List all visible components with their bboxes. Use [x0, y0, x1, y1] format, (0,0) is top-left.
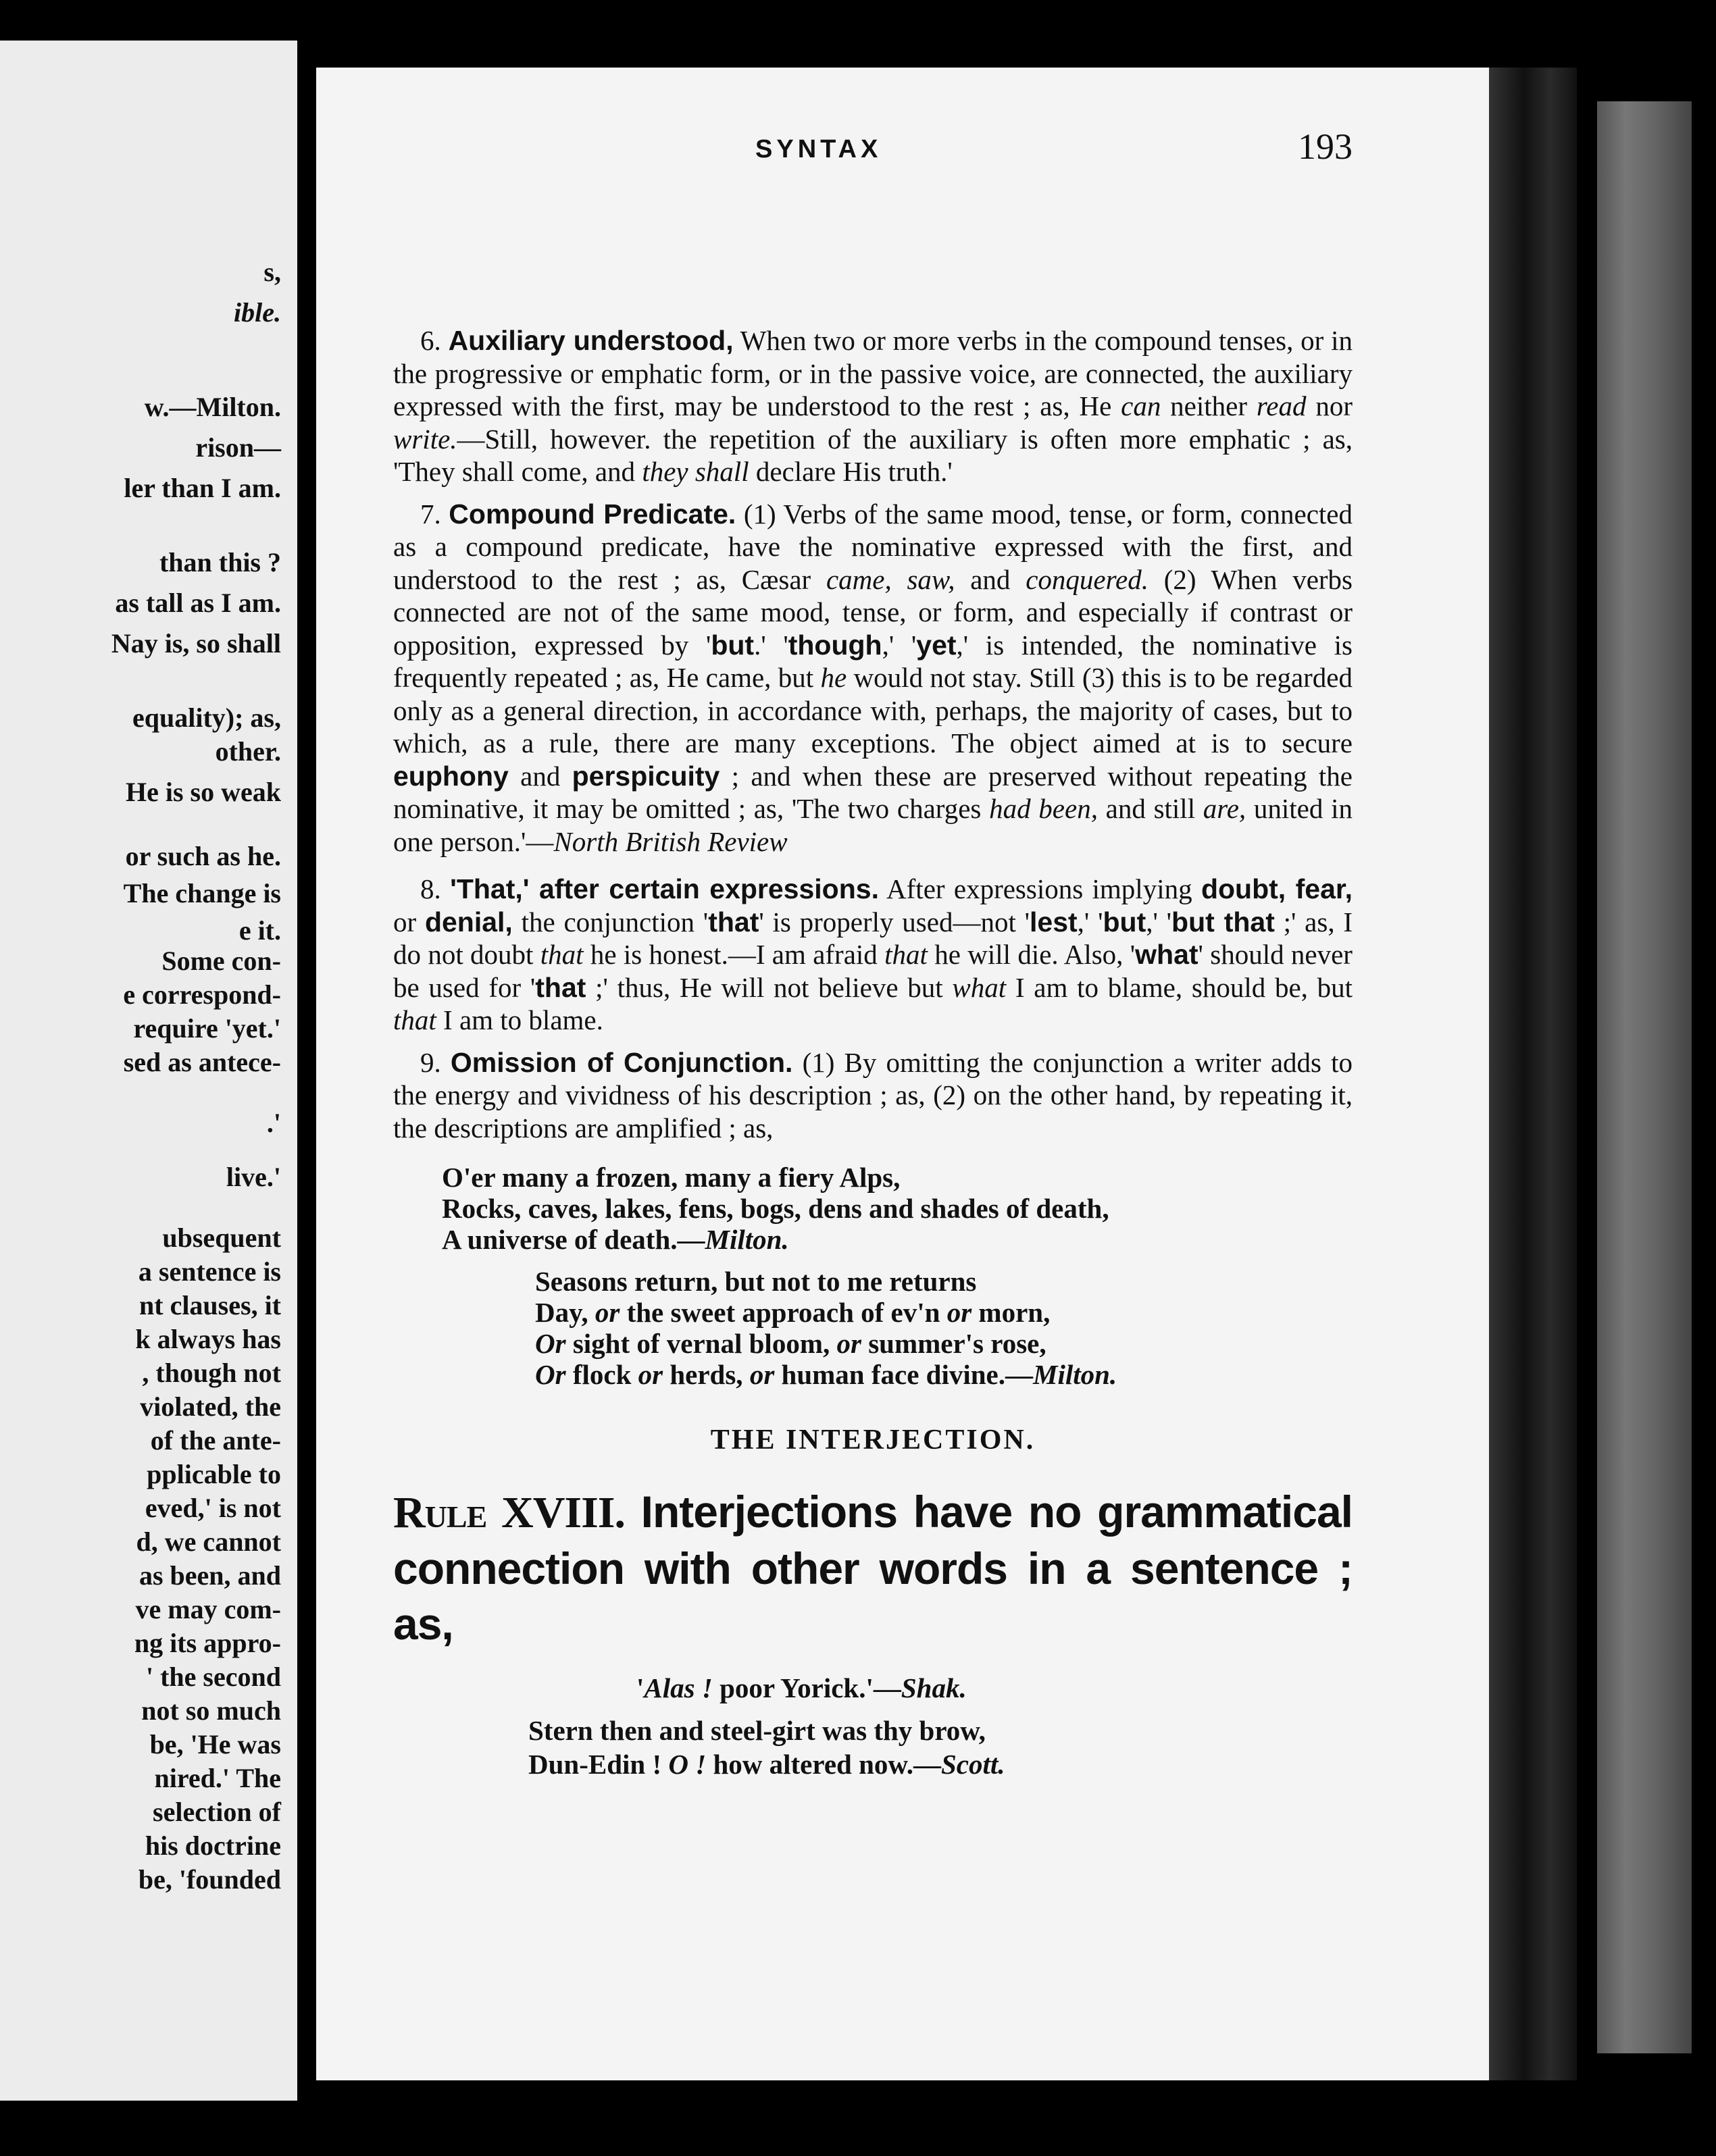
text: herds,	[663, 1359, 750, 1390]
section-number: 8.	[420, 873, 441, 904]
italic-text: he	[820, 662, 847, 693]
citation: North British Review	[553, 825, 788, 857]
bold-text: that	[535, 971, 586, 1003]
text: summer's rose,	[861, 1328, 1046, 1359]
italic-text: O !	[668, 1749, 707, 1780]
italic-text: or	[947, 1297, 972, 1328]
text: would not stay. Still (3) this is to be regarded only as a general direction, in accordance with, perhaps, the majority of cases, but to which, as a rule, there are many exceptions. The object aimed at is to secure	[393, 662, 1353, 759]
text: ,' '	[1077, 906, 1103, 938]
verse-line	[535, 1328, 1353, 1359]
left-page-line: a sentence is	[138, 1256, 281, 1287]
italic-text: that	[884, 939, 928, 970]
text: the conjunction '	[512, 906, 709, 938]
text: (1) By omitting the conjunction a writer adds to the energy and vividness of his description ; as, (2) on the other hand, by repeating it, the descriptions are amplified ; as,	[393, 1046, 1353, 1144]
left-page-line: Nay is, so shall	[111, 628, 281, 659]
bold-text: yet	[916, 629, 957, 661]
text: (2) When verbs connected are not of the same mood, tense, or form, and especially if contrast or opposition, expressed by '	[393, 563, 1353, 661]
italic-text: conquered.	[1026, 563, 1149, 595]
paragraph-9	[393, 1046, 1353, 1145]
section-heading: 'That,' after certain expressions.	[450, 873, 879, 904]
left-page-line: The change is	[123, 878, 281, 908]
bold-text: doubt, fear,	[1201, 873, 1353, 904]
text: .' '	[754, 629, 788, 661]
attribution: Shak.	[901, 1672, 967, 1703]
italic-text: or	[595, 1297, 620, 1328]
verse-quotation-1	[393, 1162, 1353, 1255]
left-page-line: other.	[215, 736, 281, 767]
bold-text: denial,	[424, 906, 513, 938]
text: and	[508, 760, 572, 792]
text: declare His truth.'	[749, 456, 953, 487]
text: and	[955, 563, 1026, 595]
text: flock	[565, 1359, 638, 1390]
section-heading: Auxiliary understood,	[448, 325, 734, 356]
italic-text: Or	[535, 1328, 566, 1359]
left-page-line: e it.	[238, 915, 281, 946]
left-page-line: nired.' The	[154, 1763, 281, 1793]
left-page-line: rison—	[195, 432, 281, 463]
left-page-line: ubsequent	[162, 1223, 281, 1253]
text: ;' thus, He will not believe but	[586, 971, 953, 1003]
text: sight of vernal bloom,	[565, 1328, 837, 1359]
bold-text: but	[1103, 906, 1146, 938]
section-heading: Omission of Conjunction.	[450, 1046, 793, 1078]
italic-text: or	[638, 1359, 663, 1390]
text: ,' '	[882, 629, 917, 661]
text: (1) Verbs of the same mood, tense, or form, connected as a compound predicate, have the nominative expressed with the first, and understood to the rest ; as, Cæsar	[393, 498, 1353, 595]
left-page-line: or such as he.	[125, 841, 281, 871]
bold-text: what	[1135, 939, 1198, 970]
left-facing-page	[0, 41, 297, 2101]
text: A universe of death.—	[442, 1224, 705, 1255]
left-page-line: ng its appro-	[134, 1628, 281, 1658]
left-page-line: as been, and	[138, 1560, 281, 1591]
paragraph-7	[393, 498, 1353, 858]
left-page-line: be, 'He was	[149, 1729, 281, 1760]
left-page-line: live.'	[226, 1162, 281, 1192]
bold-text: but that	[1171, 906, 1275, 938]
text: united in one person.'—	[393, 793, 1353, 857]
attribution: Milton.	[1032, 1359, 1117, 1390]
left-page-line: eved,' is not	[145, 1493, 281, 1523]
left-page-line: ve may com-	[135, 1594, 281, 1624]
italic-text: or	[749, 1359, 775, 1390]
book-page	[316, 68, 1489, 2080]
left-page-line: selection of	[153, 1797, 281, 1827]
left-page-line: equality); as,	[132, 702, 281, 733]
left-page-line: violated, the	[140, 1391, 281, 1422]
verse-line	[535, 1297, 1353, 1328]
paragraph-6	[393, 324, 1353, 488]
verse-quotation-2	[393, 1266, 1353, 1390]
italic-text: they shall	[642, 456, 749, 487]
left-page-line: , though not	[142, 1358, 281, 1388]
italic-text: that	[540, 939, 584, 970]
left-page-line: d, we cannot	[136, 1526, 281, 1557]
bold-text: but	[711, 629, 755, 661]
left-page-line: s,	[263, 257, 281, 287]
left-page-line: his doctrine	[145, 1830, 281, 1861]
left-page-line: k always has	[135, 1324, 281, 1354]
text: After expressions implying	[878, 873, 1201, 904]
bold-text: euphony	[393, 760, 509, 792]
italic-text: are,	[1203, 793, 1246, 824]
example-quotation-2	[393, 1714, 1353, 1781]
section-number: 6.	[420, 325, 441, 356]
italic-text: that	[393, 1004, 436, 1035]
text: ,' '	[1146, 906, 1172, 938]
left-page-line: e correspond-	[123, 979, 281, 1010]
book-cover-edge	[1597, 101, 1692, 2053]
left-page-line: w.—Milton.	[144, 392, 281, 422]
example-quotation-1	[393, 1672, 1353, 1705]
verse-line	[528, 1747, 1353, 1781]
text: '	[636, 1672, 645, 1703]
text: ; and when these are preserved without repeating the nominative, it may be omitted ; as, 'The two charges	[393, 760, 1353, 824]
attribution: Scott.	[940, 1749, 1005, 1780]
text: he is honest.—I am afraid	[583, 939, 885, 970]
verse-line: Stern then and steel-girt was thy brow,	[528, 1715, 986, 1746]
section-heading: Compound Predicate.	[449, 498, 736, 530]
italic-text: can	[1121, 390, 1161, 421]
left-page-line: nt clauses, it	[139, 1290, 281, 1320]
verse-line: Seasons return, but not to me returns	[535, 1266, 977, 1297]
text: the sweet approach of ev'n	[620, 1297, 947, 1328]
italic-text: read	[1256, 390, 1307, 421]
left-page-line: ible.	[234, 297, 281, 328]
rule-statement	[393, 1484, 1353, 1651]
page-edge-stack	[1489, 68, 1577, 2080]
left-page-line: than this ?	[159, 547, 281, 578]
text: ' is properly used—not '	[759, 906, 1030, 938]
text: poor Yorick.'—	[712, 1672, 901, 1703]
text: I am to blame, should be, but	[1006, 971, 1353, 1003]
text: he will die. Also, '	[927, 939, 1136, 970]
section-title: THE INTERJECTION.	[710, 1424, 1036, 1456]
italic-text: came, saw,	[826, 563, 955, 595]
left-page-line: ' the second	[146, 1662, 281, 1692]
text: Day,	[535, 1297, 595, 1328]
italic-text: Or	[535, 1359, 566, 1390]
left-page-line: not so much	[141, 1695, 281, 1726]
verse-line: Rocks, caves, lakes, fens, bogs, dens and shades of death,	[442, 1193, 1109, 1224]
text: ' should never be used for '	[393, 939, 1353, 1003]
page-body	[393, 324, 1353, 1781]
text: ,' is intended, the nominative is frequently repeated ; as, He came, but	[393, 629, 1353, 693]
left-page-line: ler than I am.	[124, 473, 281, 503]
section-number: 9.	[420, 1046, 441, 1078]
page-number: 193	[1298, 126, 1353, 167]
italic-text: or	[836, 1328, 861, 1359]
italic-text: had been,	[989, 793, 1098, 824]
text: or	[393, 906, 425, 938]
bold-text: lest	[1030, 906, 1078, 938]
left-page-line: of the ante-	[150, 1425, 281, 1456]
text: human face divine.—	[774, 1359, 1033, 1390]
left-page-line: be, 'founded	[138, 1864, 281, 1895]
left-page-line: He is so weak	[126, 777, 281, 807]
attribution: Milton.	[705, 1224, 789, 1255]
bold-text: perspicuity	[572, 760, 720, 792]
text: ;' as, I do not doubt	[393, 906, 1353, 970]
verse-line	[535, 1359, 1353, 1390]
verse-line: O'er many a frozen, many a fiery Alps,	[442, 1162, 901, 1193]
running-title: SYNTAX	[755, 135, 882, 163]
text: and still	[1097, 793, 1203, 824]
text: neither	[1161, 390, 1257, 421]
left-page-line: .'	[266, 1108, 281, 1138]
text: how altered now.—	[706, 1749, 941, 1780]
rule-label: Rule XVIII.	[393, 1487, 625, 1537]
section-number: 7.	[420, 498, 441, 530]
bold-text: that	[708, 906, 759, 938]
running-head	[393, 126, 1353, 176]
text: nor	[1306, 390, 1353, 421]
text: I am to blame.	[436, 1004, 603, 1035]
rule-text: Interjections have no grammatical connection with other words in a sentence ; as,	[393, 1486, 1353, 1649]
text: Dun-Edin !	[528, 1749, 669, 1780]
left-page-line: as tall as I am.	[115, 588, 281, 618]
left-page-line: pplicable to	[147, 1459, 281, 1489]
page-edge-shadow	[1577, 68, 1597, 2080]
left-page-line: sed as antece-	[123, 1047, 281, 1077]
left-page-line: Some con-	[161, 946, 281, 976]
verse-line	[442, 1224, 1353, 1255]
italic-text: Alas !	[644, 1672, 713, 1703]
text: morn,	[971, 1297, 1051, 1328]
text: —Still, however. the repetition of the auxiliary is often more emphatic ; as, 'They shall come, and	[393, 423, 1353, 487]
book-gutter	[297, 0, 316, 2156]
bold-text: though	[788, 629, 882, 661]
text: When two or more verbs in the compound tenses, or in the progressive or emphatic form, or in the passive voice, are connected, the auxiliary expressed with the first, may be understood to the rest ; as, He	[393, 325, 1353, 421]
italic-text: write.	[393, 423, 457, 455]
italic-text: what	[952, 971, 1007, 1003]
left-page-line: require 'yet.'	[133, 1013, 281, 1044]
paragraph-8	[393, 873, 1353, 1037]
